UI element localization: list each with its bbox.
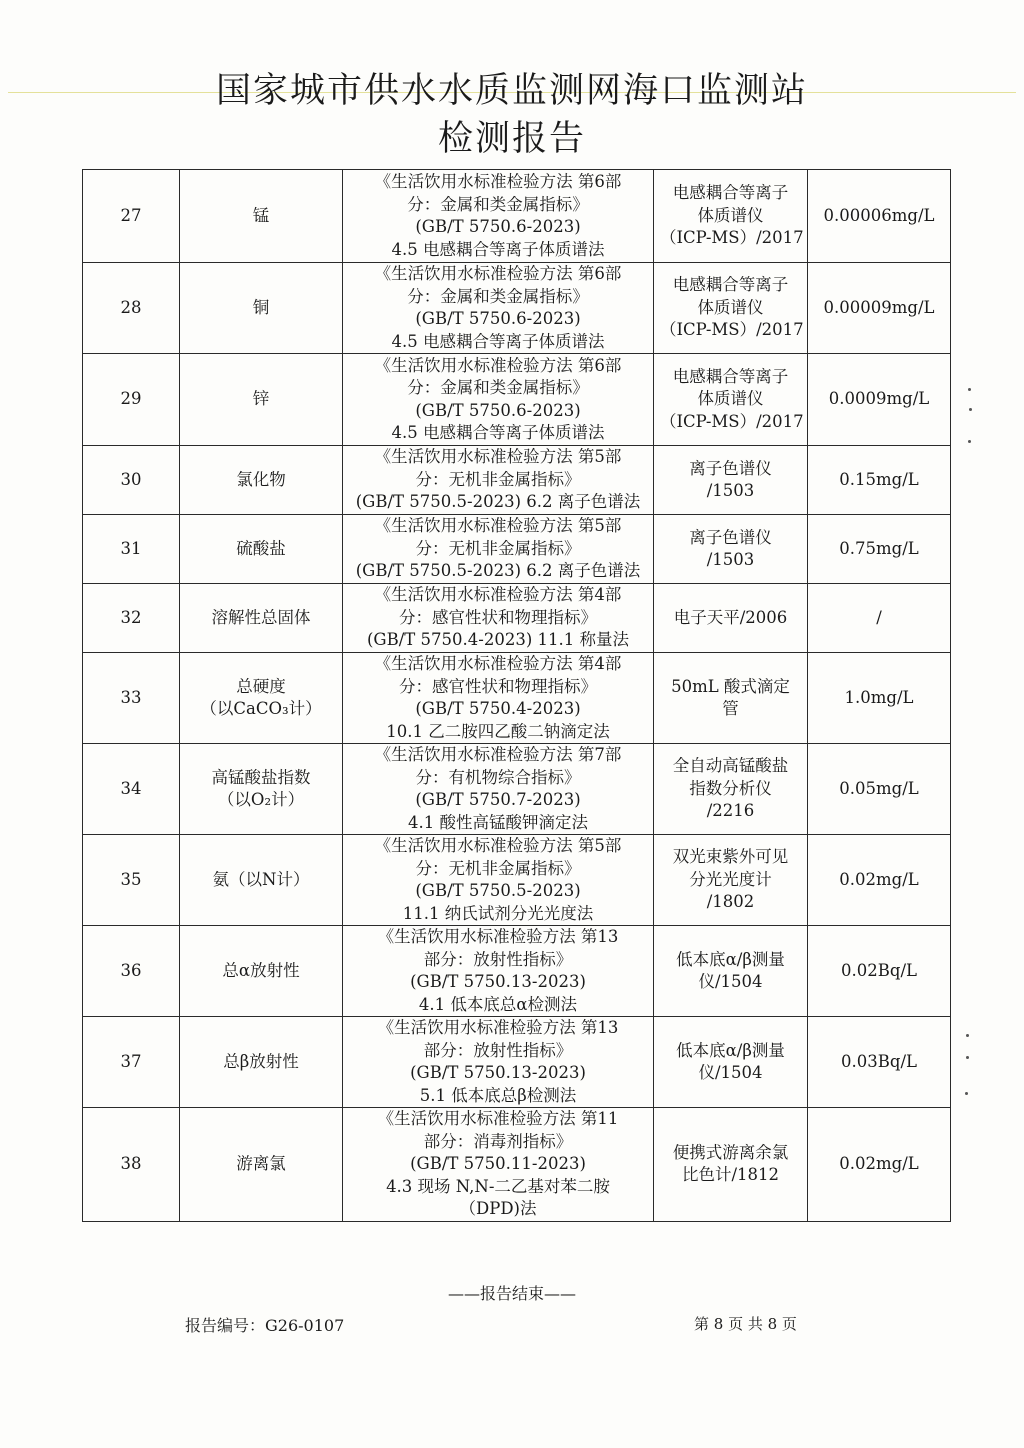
cell-instrument (654, 170, 808, 263)
scan-speck (965, 1092, 968, 1095)
cell-method-line: (GB/T 5750.13-2023) (410, 1063, 586, 1082)
cell-number: 38 (83, 1108, 180, 1222)
cell-item-line: 铜 (252, 297, 270, 317)
report-title: 检测报告 (437, 119, 586, 159)
cell-instrument-line: 离子色谱仪 (689, 527, 772, 547)
cell-method (343, 515, 654, 584)
table-row (83, 1108, 951, 1222)
cell-method (343, 835, 654, 926)
cell-method-line: 11.1 纳氏试剂分光光度法 (402, 903, 594, 923)
cell-item-line: 锰 (252, 205, 270, 225)
cell-method (343, 1017, 654, 1108)
cell-method-line: (GB/T 5750.4-2023) 11.1 称量法 (366, 630, 630, 650)
cell-method-line: (GB/T 5750.5-2023) (415, 881, 581, 900)
table-row (83, 926, 951, 1017)
cell-detection-limit: 0.75mg/L (808, 515, 951, 584)
cell-instrument (654, 926, 808, 1017)
cell-number: 29 (83, 354, 180, 446)
cell-method-line: 分：感官性状和物理指标》 (399, 607, 597, 627)
cell-method (343, 170, 654, 263)
cell-instrument (654, 835, 808, 926)
cell-method-line: （DPD)法 (459, 1199, 537, 1218)
cell-number: 37 (83, 1017, 180, 1108)
cell-instrument-line: 50mL 酸式滴定 (671, 676, 790, 696)
cell-number: 35 (83, 835, 180, 926)
cell-method-line: 《生活饮用水标准检验方法 第4部 (374, 585, 622, 605)
cell-instrument-line: 低本底α/β测量 (676, 949, 785, 969)
cell-item-line: 总β放射性 (223, 1051, 299, 1071)
test-results-table (82, 169, 951, 1222)
cell-method-line: 4.3 现场 N,N-二乙基对苯二胺 (386, 1176, 610, 1196)
cell-method-line: 分：感官性状和物理指标》 (399, 676, 597, 696)
cell-item-line: 总α放射性 (222, 960, 300, 980)
cell-method-line: 部分：放射性指标》 (423, 949, 573, 969)
cell-number: 36 (83, 926, 180, 1017)
cell-instrument-line: （ICP-MS）/2017 (660, 320, 804, 340)
cell-instrument (654, 744, 808, 835)
cell-number: 27 (83, 170, 180, 263)
cell-item (180, 170, 343, 263)
table-row (83, 835, 951, 926)
cell-number: 30 (83, 446, 180, 515)
cell-detection-limit: 0.15mg/L (808, 446, 951, 515)
table-row (83, 1017, 951, 1108)
cell-instrument-line: 仪/1504 (698, 1063, 763, 1082)
cell-method (343, 926, 654, 1017)
cell-item (180, 835, 343, 926)
scan-speck (966, 1034, 969, 1037)
cell-instrument-line: 离子色谱仪 (689, 458, 772, 478)
cell-item (180, 354, 343, 446)
cell-item (180, 1017, 343, 1108)
cell-method-line: 10.1 乙二胺四乙酸二钠滴定法 (386, 721, 610, 741)
cell-method-line: (GB/T 5750.6-2023) (415, 309, 581, 328)
table-body (83, 170, 951, 1222)
table-row (83, 744, 951, 835)
cell-instrument (654, 1108, 808, 1222)
table-row (83, 263, 951, 354)
cell-instrument-line: /1503 (706, 550, 755, 569)
cell-instrument-line: 电子天平/2006 (673, 607, 788, 627)
cell-instrument-line: 管 (722, 699, 739, 718)
cell-method-line: 《生活饮用水标准检验方法 第6部 (374, 355, 622, 375)
cell-method-line: (GB/T 5750.5-2023) 6.2 离子色谱法 (355, 492, 641, 512)
cell-item-line: （以CaCO₃计） (200, 699, 322, 718)
table-row (83, 170, 951, 263)
scan-speck (969, 408, 972, 411)
cell-method-line: 5.1 低本底总β检测法 (419, 1085, 577, 1105)
cell-instrument-line: 比色计/1812 (681, 1165, 780, 1185)
cell-method-line: (GB/T 5750.7-2023) (415, 790, 581, 809)
cell-method (343, 354, 654, 446)
cell-instrument (654, 263, 808, 354)
table-row (83, 354, 951, 446)
cell-number: 33 (83, 653, 180, 744)
cell-method-line: (GB/T 5750.11-2023) (410, 1154, 586, 1173)
report-end-marker: ——报告结束—— (447, 1284, 576, 1303)
cell-method-line: 分：金属和类金属指标》 (407, 286, 589, 306)
cell-instrument-line: 全自动高锰酸盐 (672, 756, 789, 776)
scan-speck (966, 1056, 969, 1059)
cell-item (180, 515, 343, 584)
cell-instrument-line: 低本底α/β测量 (676, 1040, 785, 1060)
cell-method-line: 《生活饮用水标准检验方法 第6部 (374, 264, 622, 283)
cell-method (343, 584, 654, 653)
cell-method-line: 《生活饮用水标准检验方法 第11 (377, 1109, 619, 1128)
cell-instrument-line: 分光光度计 (689, 869, 772, 889)
cell-number: 34 (83, 744, 180, 835)
report-number: 报告编号：G26-0107 (185, 1316, 345, 1335)
cell-instrument-line: /1802 (706, 892, 755, 912)
cell-item-line: （以O₂计） (217, 790, 305, 809)
cell-instrument (654, 584, 808, 653)
cell-detection-limit: 0.02Bq/L (808, 926, 951, 1017)
cell-method-line: 4.5 电感耦合等离子体质谱法 (391, 331, 605, 351)
cell-method-line: (GB/T 5750.6-2023) (415, 217, 581, 236)
cell-item (180, 1108, 343, 1222)
cell-method (343, 744, 654, 835)
cell-instrument-line: 指数分析仪 (689, 778, 772, 798)
cell-method-line: 部分：消毒剂指标》 (423, 1131, 573, 1151)
table-row (83, 584, 951, 653)
cell-method-line: 分：无机非金属指标》 (415, 469, 581, 489)
cell-detection-limit: 0.02mg/L (808, 1108, 951, 1222)
table-row (83, 446, 951, 515)
cell-detection-limit: 0.0009mg/L (808, 354, 951, 446)
cell-instrument-line: 电感耦合等离子 (672, 183, 789, 203)
cell-item-line: 氨（以N计） (212, 869, 310, 889)
cell-detection-limit: 0.00006mg/L (808, 170, 951, 263)
cell-item-line: 氯化物 (236, 469, 286, 489)
cell-instrument (654, 653, 808, 744)
table-row (83, 515, 951, 584)
cell-method (343, 263, 654, 354)
cell-instrument-line: （ICP-MS）/2017 (660, 411, 804, 431)
cell-method (343, 446, 654, 515)
cell-method-line: 4.1 酸性高锰酸钾滴定法 (408, 812, 588, 832)
cell-method-line: (GB/T 5750.5-2023) 6.2 离子色谱法 (355, 561, 641, 581)
cell-item (180, 926, 343, 1017)
cell-instrument (654, 446, 808, 515)
scan-speck (968, 388, 971, 391)
cell-instrument-line: 电感耦合等离子 (672, 275, 789, 295)
cell-method-line: 分：金属和类金属指标》 (407, 378, 589, 397)
cell-instrument (654, 515, 808, 584)
cell-method-line: 《生活饮用水标准检验方法 第4部 (374, 654, 622, 673)
cell-detection-limit: 0.05mg/L (808, 744, 951, 835)
cell-number: 31 (83, 515, 180, 584)
cell-method-line: 《生活饮用水标准检验方法 第5部 (374, 516, 622, 536)
page-number: 第 8 页 共 8 页 (694, 1315, 797, 1333)
cell-method (343, 1108, 654, 1222)
cell-instrument-line: （ICP-MS）/2017 (660, 228, 804, 248)
cell-method-line: 《生活饮用水标准检验方法 第6部 (374, 172, 622, 191)
cell-detection-limit: 1.0mg/L (808, 653, 951, 744)
cell-instrument-line: 便携式游离余氯 (672, 1142, 789, 1162)
table-row (83, 653, 951, 744)
cell-method-line: 《生活饮用水标准检验方法 第13 (377, 1018, 619, 1037)
cell-instrument-line: /1503 (706, 481, 755, 500)
cell-instrument (654, 1017, 808, 1108)
cell-instrument-line: 仪/1504 (698, 972, 763, 991)
cell-item-line: 锌 (252, 389, 270, 409)
cell-method-line: 《生活饮用水标准检验方法 第5部 (374, 447, 622, 467)
cell-detection-limit: 0.02mg/L (808, 835, 951, 926)
cell-instrument-line: 体质谱仪 (697, 389, 764, 409)
cell-instrument-line: 电感耦合等离子 (672, 366, 789, 386)
cell-method-line: 4.5 电感耦合等离子体质谱法 (391, 423, 605, 442)
cell-instrument-line: 双光束紫外可见 (672, 847, 789, 867)
cell-method-line: 《生活饮用水标准检验方法 第7部 (374, 745, 622, 764)
cell-method-line: 4.5 电感耦合等离子体质谱法 (391, 239, 605, 259)
cell-item-line: 溶解性总固体 (211, 607, 311, 627)
cell-method-line: 分：无机非金属指标》 (415, 858, 581, 878)
scan-speck (968, 440, 971, 443)
cell-method-line: 部分：放射性指标》 (423, 1040, 573, 1060)
cell-method-line: 《生活饮用水标准检验方法 第13 (377, 927, 619, 946)
cell-instrument-line: /2216 (706, 801, 755, 821)
cell-method-line: 4.1 低本底总α检测法 (418, 994, 578, 1014)
cell-method-line: (GB/T 5750.4-2023) (415, 699, 581, 718)
cell-detection-limit: 0.03Bq/L (808, 1017, 951, 1108)
cell-instrument-line: 体质谱仪 (697, 297, 764, 317)
cell-instrument-line: 体质谱仪 (697, 205, 764, 225)
cell-method-line: 《生活饮用水标准检验方法 第5部 (374, 836, 622, 855)
cell-item (180, 653, 343, 744)
cell-item-line: 游离氯 (236, 1154, 286, 1173)
cell-item (180, 584, 343, 653)
cell-method-line: (GB/T 5750.13-2023) (410, 972, 586, 991)
cell-item (180, 744, 343, 835)
report-organization-title: 国家城市供水水质监测网海口监测站 (215, 71, 808, 111)
cell-detection-limit: 0.00009mg/L (808, 263, 951, 354)
cell-method-line: (GB/T 5750.6-2023) (415, 400, 581, 420)
cell-item (180, 263, 343, 354)
cell-detection-limit: / (808, 584, 951, 653)
cell-method-line: 分：金属和类金属指标》 (407, 194, 589, 214)
cell-number: 28 (83, 263, 180, 354)
cell-item (180, 446, 343, 515)
cell-instrument (654, 354, 808, 446)
cell-item-line: 硫酸盐 (236, 538, 286, 558)
cell-item-line: 高锰酸盐指数 (211, 767, 311, 787)
cell-number: 32 (83, 584, 180, 653)
cell-method-line: 分：无机非金属指标》 (415, 538, 581, 558)
cell-method-line: 分：有机物综合指标》 (415, 767, 581, 787)
cell-method (343, 653, 654, 744)
cell-item-line: 总硬度 (236, 676, 286, 696)
